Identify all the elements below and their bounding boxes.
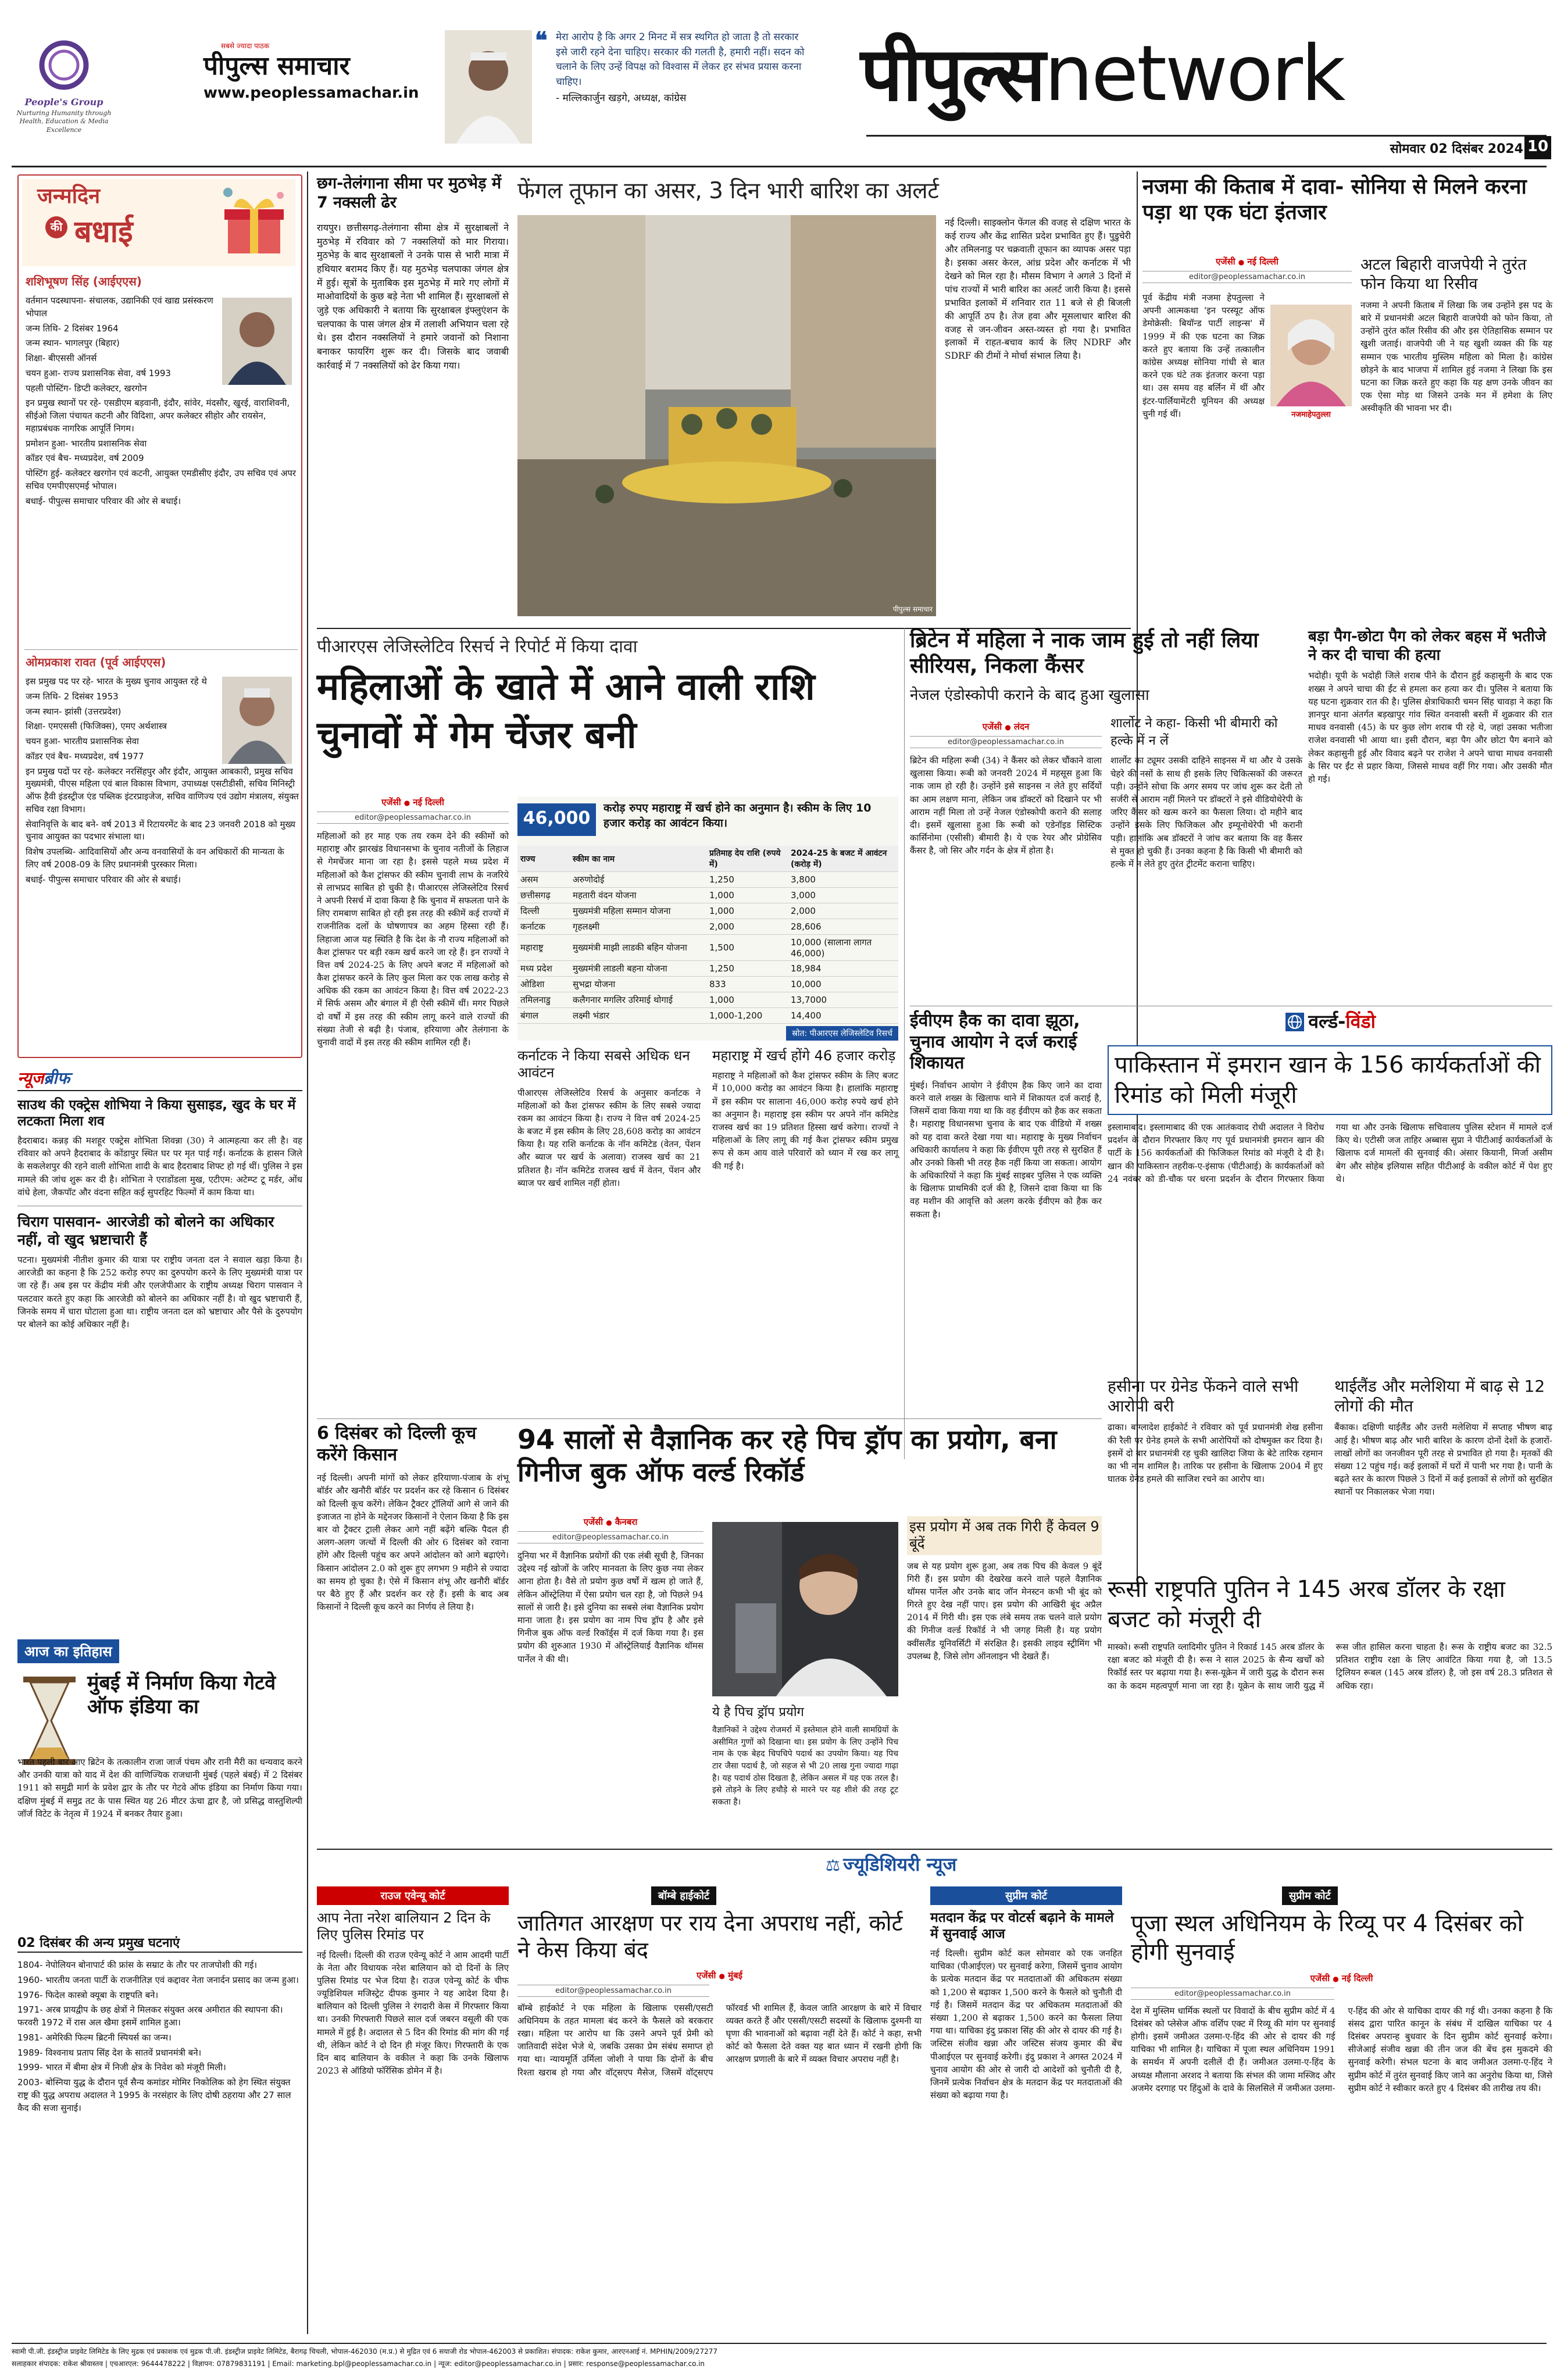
judiciary-top-rule <box>317 1849 1552 1850</box>
hasina-headline: हसीना पर ग्रेनेड फेंकने वाले सभी आरोपी बरी <box>1108 1377 1299 1416</box>
prs-sub1-headline: कर्नाटक ने किया सबसे अधिक धन आवंटन <box>517 1048 690 1081</box>
najma-body: पूर्व केंद्रीय मंत्री नजमा हेपतुल्ला ने अपनी आत्मकथा 'इन परस्यूट ऑफ डेमोक्रेसी: बियॉन्ड पार्टी लाइन्स' में 1999 में की एक घटना का जिक्र करते हुए बताया कि उन्हें तत्कालीन कांग्रेस अध्यक्ष सोनिया गांधी से बात करने एक घंटे तक इंतजार करना पड़ा था। उस समय वह बर्लिन में थीं और इंटर-पार्लियामेंटरी यूनियन की अध्यक्ष चुनी गई थीं। <box>1142 292 1265 419</box>
sc2-body: देश में मुस्लिम धार्मिक स्थलों पर विवादों के बीच सुप्रीम कोर्ट में 4 दिसंबर को प्लेसेज ऑफ वर्शिप एक्ट में रिव्यू की मांग पर सुनवाई होगी। इसमें जमीअत उलमा-ए-हिंद की ओर से दायर की गई याचिका भी शामिल है। याचिका में पूजा स्थल अधिनियम 1991 के समर्थन में अपनी दलीलें दी हैं। जमीअत उलमा-ए-हिंद के अध्यक्ष मौलाना अरशद ने बताया कि संभल की जामा मस्जिद और अजमेर दरगाह पर हिंदुओं के दावे के सिलसिले में जमीअत उलमा-ए-हिंद की ओर से याचिका दायर की गई थी। उनका कहना है कि संसद द्वारा पारित कानून के संबंध में दाखिल याचिका पर 4 दिसंबर अपरान्ह बुधवार के दिन सुप्रीम कोर्ट सुनवाई करेगा। सीजेआई संजीव खन्ना की तीन जज की बेंच इस मुकदमे की सुनवाई करेगी। संभल घटना के बाद जमीअत उलमा-ए-हिंद ने सुप्रीम कोर्ट में तुरंत सुनवाई किए जाने का अनुरोध किया था, जिसे सुप्रीम कोर्ट ने स्वीकार करते हुए 4 दिसंबर की तारीख तय की। <box>1131 2005 1552 2093</box>
person1-name: शशिभूषण सिंह (आईएएस) <box>26 274 142 288</box>
issue-date: सोमवार 02 दिसंबर 2024 <box>1390 142 1523 156</box>
flood-body: बैंकाक। दक्षिणी थाईलैंड और उत्तरी मलेशिया में सप्ताह भीषण बाढ़ आई है। भीषण बाढ़ और भारी बारिश के कारण दोनों देशों के हजारों-लाखों लोगों का जनजीवन पूरी तरह से प्रभावित हो गया है। मृतकों की संख्या 12 पहुंच गई। कई इलाकों में घरों में पानी भर गया है। पानी के बढ़ते स्तर के कारण पिछले 3 दिनों में कई इलाकों से लोगों को सुरक्षित स्थानों पर निकालकर भेजा गया। <box>1334 1422 1552 1498</box>
scheme-table-cell: कलैगनार मगलिर उरिमाई थोगाई <box>570 992 706 1008</box>
sc1-label: सुप्रीम कोर्ट <box>930 1886 1122 1905</box>
cyclone-headline: फेंगल तूफान का असर, 3 दिन भारी बारिश का अलर्ट <box>517 178 939 204</box>
location-pin-icon: ● <box>719 1971 726 1980</box>
masthead <box>0 0 1557 169</box>
scheme-table-cell: 1,000 <box>706 992 788 1008</box>
col-header: स्कीम का नाम <box>570 846 706 872</box>
prs-byline-row <box>317 796 509 808</box>
britain-place: लंदन <box>1013 721 1030 732</box>
scheme-table-cell: मुख्यमंत्री महिला सम्मान योजना <box>570 903 706 919</box>
location-pin-icon: ● <box>1238 258 1245 266</box>
prs-email[interactable]: editor@peoplessamachar.co.in <box>317 812 509 824</box>
quote-portrait <box>445 30 532 144</box>
history-body: भारत पहली बार आए ब्रिटेन के तत्कालीन राजा जार्ज पंचम और रानी मैरी का धन्यवाद करने और उनकी यात्रा को याद में देश की वाणिज्यिक राजधानी मुंबई (पहले बंबई) में 2 दिसंबर 1911 को समुद्री मार्ग के प्रवेश द्वार के तौर पर गेटवे ऑफ इंडिया का निर्माण किया गया। दक्षिण मुंबई में समुद्र तट के पास स्थित यह 26 मीटर ऊंचा द्वार है, जो प्रसिद्ध वास्तुशिल्पी जॉर्ज विटेट के नेतृत्व में 1924 में बनकर तैयार हुआ। <box>17 1757 302 1819</box>
scheme-table-cell: असम <box>517 872 570 888</box>
bombay-byline-row <box>517 1970 922 1981</box>
person2-name: ओमप्रकाश रावत (पूर्व आईएएस) <box>26 655 166 669</box>
person1-detail: इन प्रमुख स्थानों पर रहे- एसडीएम बड़वानी, इंदौर, सांवेर, मंदसौर, खुरई, वाराशिवनी, सीईओ जिला पंचायत कटनी और विदिशा, अपर कलेक्टर सीहोर और रायसेन, महाप्रबंधक नागरिक आपूर्ति निगम। <box>26 398 290 434</box>
person1-detail: पोस्टिंग हुई- कलेक्टर खरगोन एवं कटनी, आयुक्त एमडीसीए इंदौर, उप सचिव एवं अपर सचिव एमपीएसएमई भोपाल। <box>26 468 297 491</box>
rouse-article <box>317 1886 509 2334</box>
person2-detail: जन्म स्थान- झांसी (उत्तरप्रदेश) <box>26 706 122 717</box>
scheme-table-cell: गृहलक्ष्मी <box>570 919 706 935</box>
prs-article <box>317 634 898 1453</box>
scheme-table-row <box>517 977 898 992</box>
history-section <box>17 1639 302 2325</box>
sc2-headline: पूजा स्थल अधिनियम के रिव्यू पर 4 दिसंबर को होगी सुनवाई <box>1131 1910 1523 1966</box>
najma-sub-headline: अटल बिहारी वाजपेयी ने तुरंत फोन किया था रिसीव <box>1360 256 1527 293</box>
location-pin-icon: ● <box>606 1518 612 1527</box>
history-events-title: 02 दिसंबर की अन्य प्रमुख घटनाएं <box>17 1936 302 1953</box>
najma-left <box>1142 256 1352 622</box>
location-pin-icon: ● <box>1005 723 1011 731</box>
footer-line-1: स्वामी पी.जी. इंडस्ट्रीज प्राइवेट लिमिटेड के लिए मुद्रक एवं प्रकाशक एवं मुद्रक पी.जी. इंडस्ट्रीज प्राइवेट लिमिटेड, बैरागढ़ चिचली, भोपाल-462030 (म.प्र.) से मुद्रित एवं 6 सयाजी रोड भोपाल-462003 से प्रकाशित। संपादक: राकेश कुमार, आरएनआई नं. MPHIN/2009/27277 <box>12 2347 717 2356</box>
scheme-table-cell: 1,250 <box>706 872 788 888</box>
pitch-photo <box>712 1522 898 1696</box>
prs-right-divider <box>904 628 905 1459</box>
bombay-label: बॉम्बे हाईकोर्ट <box>651 1886 716 1905</box>
scheme-table-cell: महाराष्ट्र <box>517 935 570 961</box>
scheme-table-cell: सुभद्रा योजना <box>570 977 706 992</box>
prs-sub2-body: महाराष्ट्र ने महिलाओं को कैश ट्रांसफर स्कीम के लिए बजट में 10,000 करोड़ का आवंटन किया है। हालांकि महाराष्ट्र में इस स्कीम पर सालाना 46,000 करोड़ रुपये खर्च होने का अनुमान है। महाराष्ट्र इस स्कीम पर अपने नॉन कमिटेड राजस्व खर्च का 19 प्रतिशत हिस्सा खर्च करेगा। राज्यों ने महिलाओं के लिए लागू की गई कैश ट्रांसफर स्कीम प्रमुख रूप से कम आय वाले परिवारों को ध्यान में रख कर लागू की गई है। <box>712 1070 898 1171</box>
world-window <box>1108 1010 1552 1813</box>
najma-sub-body: नजमा ने अपनी किताब में लिखा कि जब उन्होंने इस पद के बारे में प्रधानमंत्री अटल बिहारी वाजपेयी को फोन किया, तो उन्होंने तुरंत कॉल रिसीव की और इस ऐतिहासिक सम्मान पर खुशी जताई। वाजपेयी जी ने यह खुशी व्यक्त की कि यह सम्मान एक भारतीय मुस्लिम महिला को मिला है। कांग्रेस छोड़ने के बाद भाजपा में शामिल हुई नजमा ने लिखा कि इस घटना का जिक्र करते हुए कहा कि यह क्षण उनके जीवन का एक ऐसा मोड़ था जिसने उनके मन में हमेशा के लिए अस्वीकृति की भावना भर दी। <box>1360 299 1552 414</box>
putin-headline: रूसी राष्ट्रपति पुतिन ने 145 अरब डॉलर के रक्षा बजट को मंजूरी दी <box>1108 1576 1505 1633</box>
birthday-title-2: की <box>45 216 67 238</box>
scheme-table-cell: मुख्यमंत्री लाडली बहना योजना <box>570 961 706 977</box>
scheme-table-header <box>517 846 898 872</box>
pitch-headline: 94 सालों से वैज्ञानिक कर रहे पिच ड्रॉप का प्रयोग, बना गिनीज बुक ऑफ वर्ल्ड रिकॉर्ड <box>517 1424 1057 1488</box>
scheme-table-cell: 3,000 <box>788 888 898 903</box>
person1-detail: वर्तमान पदस्थापना- संचालक, उद्यानिकी एवं खाद्य प्रसंस्करण भोपाल <box>26 295 213 319</box>
title-english: network <box>1044 29 1344 119</box>
history-event: 1976- फिदेल कास्त्रो क्यूबा के राष्ट्रपति बने। <box>17 1989 159 2000</box>
history-label: आज का इतिहास <box>17 1639 119 1663</box>
judiciary-label-box <box>826 1853 1035 1881</box>
brand-block <box>203 41 436 128</box>
flood-headline: थाईलैंड और मलेशिया में बाढ़ से 12 लोगों की मौत <box>1334 1377 1545 1416</box>
scheme-table-row <box>517 1008 898 1024</box>
delhi-march-article <box>317 1423 509 1842</box>
britain-article <box>910 628 1302 1000</box>
sc1-body: नई दिल्ली। सुप्रीम कोर्ट कल सोमवार को एक जनहित याचिका (पीआईएल) पर सुनवाई करेगा, जिसमें चुनाव आयोग के प्रत्येक मतदान केंद्र पर मतदाताओं की अधिकतम संख्या को 1,200 से बढ़ाकर 1,500 करने के फैसले को चुनौती दी गई है। जिसमें मतदान केंद्र पर अधिकतम मतदाताओं की संख्या 1,200 से बढ़ाकर 1,500 करने का फैसला लिया गया था। याचिका इंदु प्रकाश सिंह की ओर से दायर की गई है। जस्टिस संजीव खन्ना और जस्टिस संजय कुमार की बेंच पीआईएल पर सुनवाई करेगी। इंदु प्रकाश ने अगस्त 2024 में चुनाव आयोग की ओर से जारी दो आदेशों को चुनौती दी है, जिनमें प्रत्येक निर्वाचन क्षेत्र के मतदान केंद्र पर मतदाताओं की संख्या को बढ़ाया गया है। <box>930 1948 1122 2101</box>
birthday-divider <box>24 649 298 650</box>
britain-headline: ब्रिटेन में महिला ने नाक जाम हुई तो नहीं लिया सीरियस, निकला कैंसर <box>910 628 1259 678</box>
brief-item1-headline: साउथ की एक्ट्रेस शोभिया ने किया सुसाइड, खुद के घर में लटकता मिला शव <box>17 1098 296 1130</box>
pitch-body1: दुनिया भर में वैज्ञानिक प्रयोगों की एक लंबी सूची है, जिनका उद्देश्य नई खोजों के जरिए मानवता के लिए कुछ नया लेकर आना होता है। वैसे तो प्रयोग कुछ वर्षों में खत्म हो जाते हैं, लेकिन ऑस्ट्रेलिया में ऐसा प्रयोग चल रहा है, जो पिछले 94 सालों से जारी है। इसे दुनिया का सबसे लंबा वैज्ञानिक प्रयोग माना जाता है। इस प्रयोग का नाम पिच ड्रॉप है और इसे गिनीज बुक ऑफ वर्ल्ड रिकॉर्ड्स में दर्ज किया गया है। इस प्रयोग की शुरुआत 1930 में ऑस्ट्रेलियाई वैज्ञानिक थॉमस पार्नेल ने की थी। <box>517 1550 703 1664</box>
prs-kicker: पीआरएस लेजिस्लेटिव रिसर्च ने रिपोर्ट में किया दावा <box>317 637 638 657</box>
najma-headline: नजमा की किताब में दावा- सोनिया से मिलने करना पड़ा था एक घंटा इंतजार <box>1142 175 1527 224</box>
prs-sub2 <box>712 1048 898 1315</box>
scheme-table <box>517 846 898 1024</box>
delhi-top-rule <box>317 1418 1102 1419</box>
group-logo-icon <box>32 36 96 94</box>
pitch-left <box>517 1516 703 1842</box>
birthday-section <box>17 174 302 1058</box>
group-tagline: Nurturing Humanity through Health, Education & Media Excellence <box>16 109 112 134</box>
peoples-group-logo <box>12 36 186 164</box>
person1-detail: पहली पोस्टिंग- डिप्टी कलेक्टर, खरगोन <box>26 383 147 394</box>
history-event: 1971- अरब प्रायद्वीप के छह क्षेत्रों ने मिलकर संयुक्त अरब अमीरात की स्थापना की। फरवरी 1972 में रास अल खैमा इसमें शामिल हुआ। <box>17 2004 283 2028</box>
britain-quote: शार्लोट ने कहा- किसी भी बीमारी को हल्के में न लें <box>1110 716 1278 748</box>
website-link[interactable]: www.peoplessamachar.in <box>203 84 419 102</box>
putin-box <box>1108 1574 1552 1813</box>
person1-detail: प्रमोशन हुआ- भारतीय प्रशासनिक सेवा <box>26 438 147 449</box>
scheme-table-cell: मुख्यमंत्री माझी लाडकी बहिन योजना <box>570 935 706 961</box>
scheme-table-row <box>517 992 898 1008</box>
britain-email[interactable]: editor@peoplessamachar.co.in <box>910 736 1102 748</box>
history-event: 2003- बोस्निया युद्ध के दौरान पूर्व सैन्य कमांडर मोमिर निकोलिक को हेग स्थित संयुक्त राष्ट्र की युद्ध अपराध अदालत ने 1995 के नरसंहार के लिए दोषी ठहराया और 27 साल कैद की सजा सुनाई। <box>17 2077 291 2113</box>
brief-rule <box>17 1090 302 1091</box>
bombay-byline: एजेंसी <box>696 1970 716 1981</box>
world-label-2: विंडो <box>1345 1010 1376 1032</box>
prs-body: महिलाओं को हर माह एक तय रकम देने की स्कीमों को महाराष्ट्र और झारखंड विधानसभा के चुनाव नतीजों के लिहाज से गेमचेंजर माना जा रहा है। इससे पहले मध्य प्रदेश में महिलाओं को कैश ट्रांसफर की स्कीम चुनावी लाभ के नजरिये से लाभप्रद साबित हो चुकी है। पीआरएस लेजिस्लेटिव रिसर्च ने अपनी रिसर्च में दावा किया है कि चुनाव में सफलता पाने के लिए रामबाण साबित हो रही इस तरह की स्कीमें कई राज्यों में राजनीतिक दलों के घोषणापत्र का अहम हिस्सा रही हैं। लिहाजा आज यह स्थिति है कि देश के नौ राज्य महिलाओं को कैश ट्रांसफर पर बड़ी रकम खर्च करने जा रहे हैं। इन राज्यों ने वित्त वर्ष 2024-25 के लिए अपने बजट में महिलाओं को कैश ट्रांसफर करने के लिए कुल मिला कर एक लाख करोड़ से अधिक की रकम का आवंटन किया है। वित्त वर्ष 2022-23 में सिर्फ असम और बंगाल में ही ऐसी स्कीमें थीं। मगर पिछले दो वर्षों में इस तरह की स्कीम लागू करने वाले राज्यों की संख्या तेजी से बढ़ी है। पंजाब, हरियाणा और तेलंगाना के चुनावी वादों में इस तरह की स्कीम शामिल रही हैं। <box>317 831 509 1048</box>
prs-sub1-body: पीआरएस लेजिस्लेटिव रिसर्च के अनुसार कर्नाटक ने महिलाओं को कैश ट्रांसफर स्कीम के लिए सबसे ज्यादा रकम का आवंटन किया है। राज्य ने वित्त वर्ष 2024-25 के बजट में इस स्कीम के लिए 28,608 करोड़ का आवंटन किया है। यह राशि कर्नाटक के नॉन कमिटेड (वेतन, पेंशन और ब्याज पर खर्च के अलावा) राजस्व खर्च का 21 प्रतिशत है। नॉन कमिटेड राजस्व खर्च में वेतन, पेंशन और ब्याज पर खर्च शामिल नहीं होता। <box>517 1087 701 1188</box>
imran-body: इस्लामाबाद। इस्लामाबाद की एक आतंकवाद रोधी अदालत ने विरोध प्रदर्शन के दौरान गिरफ्तार किए गए पूर्व प्रधानमंत्री इमरान खान की पार्टी के 156 कार्यकर्ताओं की फिजिकल रिमांड को मंजूरी दे दी है। खान की पाकिस्तान तहरीक-ए-इंसाफ (पीटीआई) के कार्यकर्ताओं को 24 नवंबर को डी-चौक पर धरना प्रदर्शन के दौरान गिरफ्तार किया गया था और उनके खिलाफ सचिवालय पुलिस स्टेशन में मामले दर्ज किए थे। एटीसी जज ताहिर अब्बास सुप्रा ने पीटीआई कार्यकर्ताओं के खिलाफ दर्ज मामलों की सुनवाई की। अंसार कियानी, मिर्जा असीम बेग और सोहेब इलियास सहित पीटीआई के वकील कोर्ट में पेश हुए थे। <box>1108 1122 1552 1184</box>
britain-left <box>910 721 1102 1000</box>
murder-brief <box>1308 628 1552 1000</box>
scheme-table-cell: 10,000 <box>788 977 898 992</box>
pitch-byline: एजेंसी <box>583 1517 603 1527</box>
cyclone-body: नई दिल्ली। साइक्लोन फेंगल की वजह से दक्षिण भारत के कई राज्य और केंद्र शासित प्रदेश प्रभावित हुए हैं। पुडुचेरी और तमिलनाडु पर चक्रवाती तूफान का व्यापक असर पड़ा है। इसका असर केरल, आंध्र प्रदेश और कर्नाटक में भी देखने को मिल रहा है। मौसम विभाग ने अगले 3 दिनों में पांच राज्यों में भारी बारिश का अलर्ट जारी किया है। इससे प्रभावित इलाकों में शनिवार रात 11 बजे से ही बिजली की आपूर्ति ठप है। तेज हवा और मूसलाधार बारिश की वजह से जन-जीवन अस्त-व्यस्त हो गया है। प्रभावित इलाकों में राहत-बचाव कार्य के लिए NDRF और SDRF की टीमों ने मोर्चा संभाल लिया है। <box>945 217 1131 362</box>
gift-icon <box>216 184 292 259</box>
top-divider <box>12 166 1547 167</box>
scheme-table-row <box>517 935 898 961</box>
prs-left-col <box>317 796 509 1453</box>
history-event: 1804- नेपोलियन बोनापार्ट की फ्रांस के सम्राट के तौर पर ताजपोशी की गई। <box>17 1960 258 1970</box>
brief-item1-body: हैदराबाद। कन्नड़ की मशहूर एक्ट्रेस शोभिता शिवन्ना (30) ने आत्महत्या कर ली है। वह रविवार को अपने हैदराबाद के कोंडापुर स्थित घर पर मृत पाई गईं। कर्नाटक के हासन जिले के सकलेशपुर की रहने वाली शोभिता शादी के बाद हैदराबाद शिफ्ट हो गई थीं। पुलिस ने इस मामले की जांच शुरू कर दी है। शोभिता ने एराडोंडला मुख, एटीएम: अटेम्प्ट टू मर्डर, ओंध वांधे हेला, जैकपॉट और वंदना सहित कई सुपरहिट फिल्मों में काम किया था। <box>17 1135 302 1198</box>
sc2-place: नई दिल्ली <box>1341 1972 1373 1984</box>
scheme-table-cell: 10,000 (सालाना लागत 46,000) <box>788 935 898 961</box>
rouse-headline: आप नेता नरेश बालियान 2 दिन के लिए पुलिस रिमांड पर <box>317 1910 491 1943</box>
history-event: 1960- भारतीय जनता पार्टी के राजनीतिज्ञ एवं कद्दावर नेता जनार्दन प्रसाद का जन्म हुआ। <box>17 1974 299 1985</box>
title-hindi: पीपुल्स <box>860 31 1045 118</box>
birthday-title-1: जन्मदिन <box>37 184 101 208</box>
col-header: 2024-25 के बजट में आवंटन (करोड़ में) <box>788 846 898 872</box>
person1-detail: जन्म तिथि- 2 दिसंबर 1964 <box>26 323 119 334</box>
person2-detail: विशेष उपलब्धि- आदिवासियों और अन्य वनवासियों के वन अधिकारों की मान्यता के लिए वर्ष 2008-09 के लिए प्रधानमंत्री पुरस्कार मिला। <box>26 846 284 870</box>
person2-detail: इन प्रमुख पदों पर रहे- कलेक्टर नरसिंहपुर और इंदौर, आयुक्त आबकारी, प्रमुख सचिव मुख्यमंत्री, पीएस महिला एवं बाल विकास विभाग, उपाध्यक्ष एसटीडीसी, सचिव मिनिस्ट्री ऑफ हैवी इंडस्ट्रीज एंड पब्लिक इंटरप्राइजेज, सचिव वाणिज्य एवं उद्योग मंत्रालय, संयुक्त सचिव रक्षा विभाग। <box>26 766 299 814</box>
sc2-label: सुप्रीम कोर्ट <box>1282 1886 1338 1905</box>
person2-detail: जन्म तिथि- 2 दिसंबर 1953 <box>26 691 119 702</box>
page-number: 10 <box>1524 136 1551 159</box>
prs-headline: महिलाओं के खाते में आने वाली राशि चुनावों में गेम चेंजर बनी <box>317 666 815 757</box>
scheme-table-cell: 833 <box>706 977 788 992</box>
scheme-table-cell: 1,000-1,200 <box>706 1008 788 1024</box>
scheme-table-cell: ओडिशा <box>517 977 570 992</box>
col-header: प्रतिमाह देय राशि (रुपये में) <box>706 846 788 872</box>
brief-item2-headline: चिराग पासवान- आरजेडी को बोलने का अधिकार नहीं, वो खुद भ्रष्टाचारी हैं <box>17 1213 274 1248</box>
najma-place: नई दिल्ली <box>1247 256 1279 267</box>
bombay-headline: जातिगत आरक्षण पर राय देना अपराध नहीं, कोर्ट ने केस किया बंद <box>517 1910 903 1963</box>
rouse-body: नई दिल्ली। दिल्ली की राउज एवेन्यू कोर्ट ने आम आदमी पार्टी के नेता और विधायक नरेश बालियान को दो दिनों के लिए पुलिस रिमांड पर भेज दिया है। राउज एवेन्यू कोर्ट के चीफ ज्यूडिशियल मजिस्ट्रेट दीपक कुमार ने यह आदेश दिया है। बालियान को दिल्ली पुलिस ने रंगदारी केस में गिरफ्तार किया था। उनकी गिरफ्तारी पिछले साल दर्ज जबरन वसूली की एक मामले में हुई है। अदालत से 5 दिन की रिमांड की मांग की गई थी, लेकिन कोर्ट ने दो दिन ही मंजूर किए। गिरफ्तारी के एक दिन बाद बालियान के वकील ने कहा कि उनके खिलाफ 2023 से ऑडियो फॉरेंसिक डोमेन में है। <box>317 1949 509 2077</box>
world-window-header <box>1108 1010 1552 1033</box>
prs-place: नई दिल्ली <box>413 797 444 807</box>
britain-byline-row <box>910 721 1102 732</box>
scheme-table-cell: मध्य प्रदेश <box>517 961 570 977</box>
brief-item2-body: पटना। मुख्यमंत्री नीतीश कुमार की यात्रा पर राष्ट्रीय जनता दल ने सवाल खड़ा किया है। आरजेडी का कहना है कि 252 करोड़ रुपए का दुरुपयोग करने के लिए मुख्यमंत्री यात्रा पर जा रहे हैं। अब इस पर केंद्रीय मंत्री और एलजेपीआर के राष्ट्रीय अध्यक्ष चिराग पासवान ने पलटवार करते हुए कहा कि आरजेडी को बोलने का अधिकार नहीं है। वो खुद भ्रष्टाचारी हैं, जिनके समय में चारा घोटाला हुआ था। राष्ट्रीय जनता दल को भ्रष्टाचार और पैसे के दुरुपयोग पर बोलने का कोई अधिकार नहीं है। <box>17 1255 302 1330</box>
scheme-table-row <box>517 919 898 935</box>
scheme-table-row <box>517 888 898 903</box>
scheme-table-cell: अरुणोदोई <box>570 872 706 888</box>
sc2-email[interactable]: editor@peoplessamachar.co.in <box>1131 1988 1334 2000</box>
scheme-table-row <box>517 961 898 977</box>
flood-box <box>1334 1377 1552 1568</box>
murder-headline-text: बड़ा पैग-छोटा पैग को लेकर बहस में भतीजे ने कर दी चाचा की हत्या <box>1308 628 1547 664</box>
najma-email[interactable]: editor@peoplessamachar.co.in <box>1142 271 1352 283</box>
quote-mark-icon: ❝ <box>535 27 548 54</box>
masthead-rule <box>866 135 1547 137</box>
news-brief-label-1: न्यूज <box>17 1069 44 1088</box>
scheme-table-row <box>517 872 898 888</box>
najma-article <box>1142 174 1552 622</box>
scheme-table-cell: 1,250 <box>706 961 788 977</box>
prs-big-number: 46,000 <box>517 803 596 836</box>
person2-detail: बधाई- पीपुल्स समाचार परिवार की ओर से बधाई। <box>26 874 181 885</box>
prs-number-text: करोड़ रुपए महाराष्ट्र में खर्च होने का अनुमान है। स्कीम के लिए 10 हजार करोड़ का आवंटन किया। <box>603 802 872 830</box>
pitch-email[interactable]: editor@peoplessamachar.co.in <box>517 1531 703 1543</box>
najma-byline: एजेंसी <box>1216 256 1235 267</box>
news-brief-section <box>17 1067 302 1636</box>
scheme-table-cell: लक्ष्मी भंडार <box>570 1008 706 1024</box>
person2-detail: इस प्रमुख पद पर रहे- भारत के मुख्य चुनाव आयुक्त रहे थे <box>26 676 207 687</box>
prs-source: स्रोत: पीआरएस लेजिस्लेटिव रिसर्च <box>786 1026 898 1041</box>
scheme-table-cell: 1,500 <box>706 935 788 961</box>
delhi-march-body: नई दिल्ली। अपनी मांगों को लेकर हरियाणा-पंजाब के शंभू बॉर्डर और खनौरी बॉर्डर पर प्रदर्शन कर रहे किसान 6 दिसंबर को दिल्ली कूच करेंगे। लेकिन ट्रैक्टर ट्रॉलियों आगे से जाने की इजाजत ना होने के मद्देनजर किसानों ने ऐलान किया है कि इस बार वो ट्रैक्टर ट्राली लेकर आगे नहीं बढ़ेंगे बल्कि पैदल ही अलग-अलग जत्थों में दिल्ली की ओर 6 दिसंबर को रवाना होंगे और दिल्ली पहुंच कर अपने आंदोलन को आगे बढ़ाएंगे। किसान आंदोलन 2.0 को शुरू हुए लगभग 9 महीने से ज्यादा का समय हो चुका है। ऐसे में किसान शंभू और खनौरी बॉर्डर पर बैठे हुए हैं और प्रदर्शन कर रहे हैं। इसी के बाद अब किसानों ने दिल्ली कूच करने का निर्णय ले लिया है। <box>317 1473 509 1613</box>
scheme-table-cell: 2,000 <box>706 919 788 935</box>
news-brief-label-2: ब्रीफ <box>44 1069 70 1088</box>
group-name: People's Group <box>24 97 103 108</box>
britain-right <box>1110 715 1302 1000</box>
scheme-table-cell: 28,606 <box>788 919 898 935</box>
evm-body: मुंबई। निर्वाचन आयोग ने ईवीएम हैक किए जाने का दावा करने वाले शख्स के खिलाफ थाने में शिकायत दर्ज कराई है, जिसमें दावा किया गया था कि वह ईवीएम को हैक कर सकता है। महाराष्ट्र विधानसभा चुनाव के बाद एक वीडियो में शख्स को यह दावा करते देखा गया था। महाराष्ट्र के मुख्य निर्वाचन अधिकारी कार्यालय ने कहा कि ईवीएम पूरी तरह से सुरक्षित हैं और उनको किसी भी तरह हैक नहीं किया जा सकता। आयोग के अधिकारियों ने कहा कि मुंबई साइबर पुलिस ने एक व्यक्ति के खिलाफ प्राथमिकी दर्ज की है, जिसने दावा किया था कि वह मशीन की आवृत्ति को अलग करके ईवीएम को हैक कर सकता है। <box>910 1080 1102 1220</box>
birthday-title-3: बधाई <box>74 215 133 249</box>
sc2-byline: एजेंसी <box>1310 1972 1330 1984</box>
britain-subheadline: नेजल एंडोस्कोपी कराने के बाद हुआ खुलासा <box>910 686 1149 704</box>
scheme-table-cell: 1,000 <box>706 888 788 903</box>
footer <box>12 2346 1547 2378</box>
delhi-march-headline: 6 दिसंबर को दिल्ली कूच करेंगे किसान <box>317 1423 477 1465</box>
evm-headline: ईवीएम हैक का दावा झूठा, चुनाव आयोग ने दर्ज कराई शिकायत <box>910 1010 1080 1074</box>
footer-rule <box>12 2343 1547 2344</box>
location-pin-icon: ● <box>1333 1974 1339 1983</box>
quote-text-block <box>535 27 808 152</box>
person2-detail: कॉडर एवं बैच- मध्यप्रदेश, वर्ष 1977 <box>26 751 144 762</box>
quote-text: मेरा आरोप है कि अगर 2 मिनट में सत्र स्थगित हो जाता है तो सरकार इसे जारी रहने देना चाहिए। सरकार की गलती है, हमारी नहीं। सदन को चलाने के लिए उन्हें विपक्ष को विश्वास में लेकर हर संभव प्रयास करना चाहिए। <box>556 31 805 88</box>
history-events <box>17 1959 302 2117</box>
scheme-table-row <box>517 903 898 919</box>
scheme-table-cell: 14,400 <box>788 1008 898 1024</box>
pitch-sub-headline: ये है पिच ड्रॉप प्रयोग <box>712 1705 804 1720</box>
scheme-table-cell: 18,984 <box>788 961 898 977</box>
prs-byline: एजेंसी <box>381 797 401 807</box>
news-brief-label <box>17 1067 302 1089</box>
col-header: राज्य <box>517 846 570 872</box>
hasina-body: ढाका। बांग्लादेश हाईकोर्ट ने रविवार को पूर्व प्रधानमंत्री शेख हसीना की रैली पर ग्रेनेड हमले के सभी आरोपियों को दोषमुक्त कर दिया है। इसमें दो बार प्रधानमंत्री रह चुकी खालिदा जिया के बेटे तारिक रहमान का भी नाम शामिल है। तारिक पर हसीना के खिलाफ 2004 में हुए घातक ग्रेनेड हमले की साजिश रचने का आरोप था। <box>1108 1422 1323 1485</box>
person1-detail: चयन हुआ- राज्य प्रशासनिक सेवा, वर्ष 1993 <box>26 367 171 378</box>
pitch-box-body: जब से यह प्रयोग शुरू हुआ, अब तक पिच की केवल 9 बूंदें गिरी हैं। इस प्रयोग की देखरेख करने वाले पहले वैज्ञानिक थॉमस पार्नेल और उनके बाद जॉन मेनस्टन कभी भी बूंद को गिरते हुए देख नहीं पाए। इस प्रयोग की आखिरी बूंद अप्रैल 2014 में गिरी थी। इस एक लंबे समय तक चलने वाले प्रयोग की गिनीज वर्ल्ड रिकॉर्ड ने भी जगह मिली है। यह प्रयोग क्वींसलैंड यूनिवर्सिटी में संरक्षित है। इसकी लाइव स्ट्रीमिंग भी उपलब्ध है, जिसे लोग ऑनलाइन भी देखते हैं। <box>907 1560 1102 1661</box>
scheme-table-cell: 3,800 <box>788 872 898 888</box>
left-col-divider <box>307 171 308 2334</box>
location-pin-icon: ● <box>403 799 410 807</box>
pitch-place: कैनबरा <box>615 1517 638 1527</box>
history-event: 1981- अमेरिकी फिल्म ब्रिटनी स्पियर्स का जन्म। <box>17 2032 172 2043</box>
putin-body: मास्को। रूसी राष्ट्रपति व्लादिमीर पुतिन ने रिकार्ड 145 अरब डॉलर के रक्षा बजट को मंजूरी दी है। रूस ने साल 2025 के सैन्य खर्चों को रिकॉर्ड स्तर पर बढ़ाया गया है। रूस-यूक्रेन में जारी युद्ध के दौरान रूस का के कदम महत्वपूर्ण माना जा रहा है। यूक्रेन के साथ जारी युद्ध में रूस जीत हासिल करना चाहता है। रूस के राष्ट्रीय बजट का 32.5 प्रतिशत राष्ट्रीय रक्षा के लिए आवंटित किया गया है, जो 13.5 ट्रिलियन रूबल (145 अरब डॉलर) है, जो इस वर्ष 28.3 प्रतिशत से अधिक रहा। <box>1108 1642 1552 1691</box>
quote-author: - मल्लिकार्जुन खड़गे, अध्यक्ष, कांग्रेस <box>556 92 687 104</box>
cyclone-article <box>517 174 1131 622</box>
imran-headline: पाकिस्तान में इमरान खान के 156 कार्यकर्ताओं की रिमांड को मिली मंजूरी <box>1108 1045 1552 1115</box>
footer-line-2: सलाहकार संपादक: राकेश श्रीवास्तव | एचआरएल: 9644478222 | विज्ञापन: 07879831191 | Email: marketing.bpl@peoplessamachar.co.in | न्यूज: editor@peoplessamachar.co.in | प्रसार: response@peoplessamachar.co.in <box>12 2360 705 2368</box>
person1-detail: शिक्षा- बीएससी ऑनर्स <box>26 353 97 363</box>
scheme-table-cell: महतारी वंदन योजना <box>570 888 706 903</box>
murder-body: भदोही। यूपी के भदोही जिले शराब पीने के दौरान हुई कहासुनी के बाद एक शख्स ने अपने चाचा की ईंट से हमला कर हत्या कर दी। पुलिस ने बताया कि यह घटना शुक्रवार रात की है। पुलिस क्षेत्राधिकारी चमन सिंह चावड़ा ने कहा कि ज्ञानपुर थाना अंतर्गत बड़खापुर गांव स्थित वनवासी बस्ती में शुक्रवार की रात माधव वनवासी (45) के घर कुछ लोग शराब पी रहे थे, जहां उसका भतीजा राजेश वनवासी भी आया था। इसी दौरान, बड़ा पैग और छोटा पैग बनाने को लेकर कहासुनी हुई और विवाद बढ़ने पर राजेश ने अपने चाचा माधव वनवासी के सिर पर ईंट से प्रहार किया, जिससे माधव वहीं गिर गया। और उसकी मौत हो गई। <box>1308 670 1552 784</box>
person2-detail: चयन हुआ- भारतीय प्रशासनिक सेवा <box>26 736 139 746</box>
person2-detail: सेवानिवृत्ति के बाद बने- वर्ष 2013 में रिटायरमेंट के बाद 23 जनवरी 2018 को मुख्य चुनाव आयुक्त का पदभार संभाला था। <box>26 819 296 842</box>
hasina-box <box>1108 1377 1323 1568</box>
pitch-box-headline: इस प्रयोग में अब तक गिरी हैं केवल 9 बूंदें <box>907 1516 1102 1555</box>
hourglass-icon <box>17 1674 81 1767</box>
cyclone-photo <box>517 215 936 616</box>
person1-detail: जन्म स्थान- भागलपुर (बिहार) <box>26 338 120 349</box>
scheme-table-cell: तमिलनाडु <box>517 992 570 1008</box>
gavel-icon: ⚖ <box>826 1856 841 1875</box>
person2-detail: शिक्षा- एमएससी (फिजिक्स), एमए अर्थशास्त्र <box>26 721 167 732</box>
scheme-table-cell: बंगाल <box>517 1008 570 1024</box>
person2-details <box>26 676 299 888</box>
history-event: 1999- भारत में बीमा क्षेत्र में निजी क्षेत्र के निवेश को मंजूरी मिली। <box>17 2062 226 2073</box>
scheme-table-cell: 2,000 <box>788 903 898 919</box>
sc1-article <box>930 1886 1122 2334</box>
najma-right <box>1360 256 1552 622</box>
imran-box <box>1108 1045 1552 1371</box>
person1-detail: बधाई- पीपुल्स समाचार परिवार की ओर से बधाई। <box>26 495 181 506</box>
pitch-byline-row <box>517 1516 703 1528</box>
murder-headline <box>1308 628 1552 664</box>
judiciary-label: ज्यूडिशियरी न्यूज <box>843 1853 957 1875</box>
prs-sub1 <box>517 1048 701 1315</box>
scheme-table-cell: 1,000 <box>706 903 788 919</box>
bombay-article <box>517 1886 922 2334</box>
prs-scheme-box <box>517 796 898 1041</box>
scheme-table-cell: दिल्ली <box>517 903 570 919</box>
globe-icon <box>1284 1012 1305 1032</box>
history-headline: मुंबई में निर्माण किया गेटवे ऑफ इंडिया का <box>87 1671 276 1719</box>
person1-details <box>26 295 299 510</box>
brand-small-tag: सबसे ज्यादा पाठक <box>221 42 270 50</box>
najma-byline-row <box>1142 256 1352 267</box>
history-event: 1989- विश्वनाथ प्रताप सिंह देश के सातवें प्रधानमंत्री बने। <box>17 2047 202 2058</box>
prs-sub2-headline: महाराष्ट्र में खर्च होंगे 46 हजार करोड़ <box>712 1048 896 1064</box>
person1-detail: कॉडर एवं बैच- मध्यप्रदेश, वर्ष 2009 <box>26 453 144 464</box>
britain-byline: एजेंसी <box>982 721 1002 732</box>
sc2-byline-row <box>1131 1972 1552 1984</box>
scheme-table-cell: 13,7000 <box>788 992 898 1008</box>
brand-name: पीपुल्स समाचार <box>203 51 350 81</box>
pitch-box <box>907 1516 1102 1842</box>
britain-body2: शार्लोट का ट्यूमर उसकी दाहिने साइनस में था और ये उसके चेहरे की नसों के साथ ही इसके लिए चिकित्सकों की जरूरत पड़ी। उन्होंने सोचा कि अगर समय पर जांच शुरू कर देती तो सर्जरी से आराम नहीं मिलने पर डॉक्टरों ने इसे वीडियोथेरेपी के जरिए कैंसर को खत्म करने का फैसला लिया। दो महीने बाद उन्होंने इसके लिए फिजिकल और इम्यूनोथेरेपी भी करानी पड़ी। हालांकि अब डॉक्टरों ने जांच कर बताया कि वह कैंसर से मुक्त हो चुकी हैं। उनका कहना है कि किसी भी बीमारी को हल्के में न लेते हुए तुरंत ट्रीटमेंट कराना चाहिए। <box>1110 755 1302 869</box>
bombay-body: बॉम्बे हाईकोर्ट ने एक महिला के खिलाफ एससी/एसटी अधिनियम के तहत मामला बंद करने के फैसले को बरकरार रखा। महिला पर आरोप था कि उसने अपने पूर्व प्रेमी को जातिवादी संदेश भेजे थे, जबकि उसका प्रेम संबंध समाप्त हो गया था। न्यायमूर्ति उर्मिला जोशी ने पाया कि दोनों के बीच रिश्ता खराब हो गया और वॉट्सएप मैसेज, जिसमें वॉट्सएप फॉरवर्ड भी शामिल हैं, केवल जाति आरक्षण के बारे में विचार व्यक्त करते हैं और एससी/एसटी सदस्यों के खिलाफ दुश्मनी या घृणा की भावनाओं को बढ़ावा नहीं देते हैं। कोर्ट ने कहा, सभी कोर्ट को फैसला देते वक्त यह बात ध्यान में रखनी होगी कि आरक्षण प्रणाली के बारे में व्यक्त विचार अपराध नहीं है। <box>517 2002 922 2078</box>
najma-caption: नजमाहेपतुल्ला <box>1291 410 1331 419</box>
birthday-header <box>22 179 295 266</box>
naxal-headline: छग-तेलंगाना सीमा पर मुठभेड़ में 7 नक्सली ढेर <box>317 174 501 212</box>
pitch-sub-body: वैज्ञानिकों ने उद्देश्य रोजमर्रा में इस्तेमाल होने वाली सामग्रियों के असीमित गुणों को दिखाना था। इस प्रयोग के लिए उन्होंने पिच नाम के एक बेहद चिपचिपे पदार्थ का उपयोग किया। यह पिच टार जैसा पदार्थ है, जो सहज से भी 20 लाख गुना ज्यादा गाढ़ा है। यह पदार्थ ठोस दिखता है, लेकिन असल में यह एक तरल है। इसे तोड़ने के लिए हथौड़े से मारने पर यह शीशे की तरह टूट सकता है। <box>712 1725 898 1807</box>
sc2-article <box>1131 1886 1552 2334</box>
pitch-drop-article <box>517 1423 1102 1842</box>
scheme-table-cell: छत्तीसगढ़ <box>517 888 570 903</box>
rouse-label: राउज एवेन्यू कोर्ट <box>317 1886 509 1905</box>
world-label-1: वर्ल्ड- <box>1308 1010 1346 1032</box>
bombay-email[interactable]: editor@peoplessamachar.co.in <box>517 1985 709 1997</box>
page-title <box>860 29 1552 145</box>
britain-body1: ब्रिटेन की महिला रूबी (34) ने कैंसर को लेकर चौंकाने वाला खुलासा किया। रूबी को जनवरी 2024 में महसूस हुआ कि नाक जाम हो रही है। उन्होंने इसे साइनस न लेते हुए सर्दियों का आम लक्षण माना, लेकिन जब डॉक्टरों को दिखाने पर भी आराम नहीं मिला तो उन्हें नेजल एंडोस्कोपी कराने की सलाह दी। इसमें खुलासा हुआ कि रूबी को एडेनॉइड सिस्टिक कार्सिनोमा (एसीसी) बीमारी है। ये एक रेयर और प्रोग्रेसिव कैंसर है, जो सिर और गर्दन के क्षेत्र में होता है। <box>910 755 1102 856</box>
pitch-sub <box>712 1705 898 1842</box>
cyclone-photo-credit: पीपुल्स समाचार <box>892 605 933 613</box>
evm-article <box>910 1010 1102 1406</box>
sc1-headline: मतदान केंद्र पर वोटर्स बढ़ाने के मामले में सुनवाई आज <box>930 1910 1114 1942</box>
bombay-place: मुंबई <box>728 1970 743 1981</box>
naxal-body: रायपुर। छत्तीसगढ़-तेलंगाना सीमा क्षेत्र में सुरक्षाबलों ने मुठभेड़ में रविवार को 7 नक्सलियों को मार गिराया। मुठभेड़ के बाद सुरक्षाबलों ने उनके पास से भारी मात्रा में हथियार बरामद किए हैं। यह मुठभेड़ चलपाका जंगल क्षेत्र में हुई। सूत्रों के मुताबिक इस मुठभेड़ में मारे गए लोगों में माओवादियों के कुछ बड़े नेता भी शामिल हैं। सुरक्षाबलों से जुड़े एक अधिकारी ने बताया कि सुरक्षाबल इंफ्लुएंशन के चलपाका के पास जंगल क्षेत्र में तलाशी अभियान चला रहे थे। इस दौरान नक्सलियों ने हमारे जवानों को निशाना बनाकर फायरिंग शुरू कर दी। जिसके बाद जवाबी कार्रवाई में 7 नक्सलियों को ढेर किया गया। <box>317 221 509 371</box>
najma-photo <box>1270 305 1352 419</box>
scheme-table-cell: कर्नाटक <box>517 919 570 935</box>
